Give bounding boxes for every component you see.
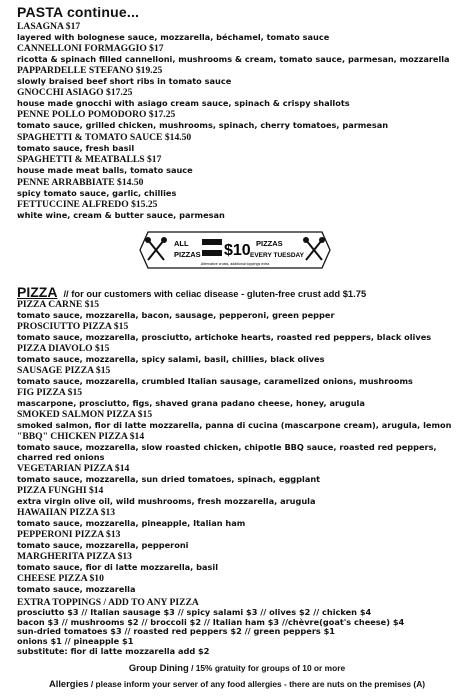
item-name: MARGHERITA PIZZA $13 — [17, 551, 132, 562]
promo-left-top: ALL — [174, 239, 189, 248]
item-name: PENNE POLLO POMODORO $17.25 — [17, 109, 176, 120]
item-name: SMOKED SALMON PIZZA $15 — [17, 409, 153, 420]
extra-toppings-title: EXTRA TOPPINGS / ADD TO ANY PIZZA — [17, 597, 199, 608]
item-name: SPAGHETTI & MEATBALLS $17 — [17, 154, 162, 165]
item-description: tomato sauce, fior di latte mozzarella, basil — [17, 562, 219, 572]
pizza-section-title: PIZZA — [17, 284, 58, 300]
item-description: tomato sauce, mozzarella, pepperoni — [17, 540, 189, 550]
promo-badge-graphic — [138, 230, 332, 270]
menu-item — [17, 574, 457, 594]
menu-item — [17, 410, 457, 430]
item-name: GNOCCHI ASIAGO $17.25 — [17, 87, 133, 98]
promo-price: $10 — [224, 242, 251, 259]
item-description: ricotta & spinach filled cannelloni, mushrooms & cream, tomato sauce, parmesan, mozzarella — [17, 54, 450, 64]
item-description: spicy tomato sauce, garlic, chillies — [17, 188, 177, 198]
menu-item — [17, 300, 457, 320]
menu-item — [17, 155, 457, 175]
promo-left-bottom: PIZZAS — [174, 250, 201, 259]
item-name: HAWAIIAN PIZZA $13 — [17, 507, 116, 518]
tuesday-pizza-promo-badge — [138, 230, 332, 270]
item-name: CANNELLONI FORMAGGIO $17 — [17, 43, 164, 54]
item-description: tomato sauce, grilled chicken, mushrooms, spinach, cherry tomatoes, parmesan — [17, 120, 389, 130]
promo-right-bottom: EVERY TUESDAY — [250, 252, 304, 259]
allergies-label: Allergies — [48, 678, 89, 689]
item-description: tomato sauce, mozzarella, pineapple, Italian ham — [17, 518, 246, 528]
group-dining-note — [17, 662, 457, 673]
extra-toppings-line: prosciutto $3 // Italian sausage $3 // spicy salami $3 // olives $2 // chicken $4 — [17, 606, 372, 617]
menu-item — [17, 508, 457, 528]
menu-item — [17, 133, 457, 153]
item-description: tomato sauce, mozzarella, slow roasted chicken, chipotle BBQ sauce, roasted red peppers, charred red onions — [17, 442, 437, 462]
menu-item — [17, 552, 457, 572]
item-name: PAPPARDELLE STEFANO $19.25 — [17, 65, 163, 76]
item-description: tomato sauce, mozzarella, spicy salami, basil, chillies, black olives — [17, 354, 325, 364]
menu-item — [17, 178, 457, 198]
group-dining-label: Group Dining — [128, 662, 189, 673]
item-name: PROSCIUTTO PIZZA $15 — [17, 321, 129, 332]
extra-toppings-line: onions $1 // pineapple $1 — [17, 636, 134, 647]
menu-item — [17, 366, 457, 386]
menu-item — [17, 110, 457, 130]
item-description: white wine, cream & butter sauce, parmesan — [17, 210, 225, 220]
item-description: tomato sauce, fresh basil — [17, 143, 135, 153]
menu-item — [17, 22, 457, 42]
menu-item — [17, 66, 457, 86]
item-name: SPAGHETTI & TOMATO SAUCE $14.50 — [17, 132, 192, 143]
menu-item — [17, 464, 457, 484]
item-description: mascarpone, prosciutto, figs, shaved grana padano cheese, honey, arugula — [17, 398, 365, 408]
item-name: VEGETARIAN PIZZA $14 — [17, 463, 130, 474]
extra-toppings-line: bacon $3 // mushrooms $2 // broccoli $2 // Italian ham $3 //chèvre(goat's cheese) $4 — [17, 616, 405, 627]
menu-item — [17, 344, 457, 364]
extra-toppings — [17, 598, 457, 657]
allergies-text: / please inform your server of any food allergies - there are nuts on the premises (A) — [90, 679, 426, 689]
promo-bar — [202, 250, 222, 256]
item-name: LASAGNA $17 — [17, 21, 81, 32]
item-description: tomato sauce, mozzarella, bacon, sausage, pepperoni, green pepper — [17, 310, 335, 320]
extra-toppings-line: sun-dried tomatoes $3 // roasted red peppers $2 // green peppers $1 — [17, 626, 335, 637]
promo-bar — [202, 239, 222, 245]
promo-right-top: PIZZAS — [256, 239, 283, 248]
item-name: FIG PIZZA $15 — [17, 387, 83, 398]
item-description: tomato sauce, mozzarella, prosciutto, artichoke hearts, roasted red peppers, black olives — [17, 332, 432, 342]
menu-item — [17, 486, 457, 506]
item-name: PENNE ARRABBIATE $14.50 — [17, 177, 144, 188]
item-description: slowly braised beef short ribs in tomato sauce — [17, 76, 232, 86]
item-name: "BBQ" CHICKEN PIZZA $14 — [17, 431, 145, 442]
menu-item — [17, 322, 457, 342]
item-description: layered with bolognese sauce, mozzarella, béchamel, tomato sauce — [17, 32, 330, 42]
item-name: PEPPERONI PIZZA $13 — [17, 529, 121, 540]
allergies-note — [17, 678, 457, 689]
item-name: CHEESE PIZZA $10 — [17, 573, 104, 584]
menu-item — [17, 44, 457, 64]
item-description: extra virgin olive oil, wild mushrooms, fresh mozzarella, arugula — [17, 496, 316, 506]
promo-note: Alternative crusts, additional toppings extra — [200, 262, 270, 266]
extra-toppings-line: substitute: fior di latte mozzarella add $2 — [17, 645, 210, 656]
menu-item — [17, 88, 457, 108]
item-name: PIZZA CARNE $15 — [17, 299, 100, 310]
item-description: house made meat balls, tomato sauce — [17, 165, 193, 175]
menu-item — [17, 388, 457, 408]
menu-item — [17, 432, 457, 462]
menu-item — [17, 200, 457, 220]
item-description: tomato sauce, mozzarella, sun dried tomatoes, spinach, eggplant — [17, 474, 321, 484]
item-name: SAUSAGE PIZZA $15 — [17, 365, 111, 376]
item-description: house made gnocchi with asiago cream sauce, spinach & crispy shallots — [17, 98, 350, 108]
pizza-section-subtitle: // for our customers with celiac disease - gluten-free crust add $1.75 — [63, 288, 367, 299]
item-description: tomato sauce, mozzarella, crumbled Italian sausage, caramelized onions, mushrooms — [17, 376, 413, 386]
item-name: PIZZA DIAVOLO $15 — [17, 343, 110, 354]
group-dining-text: / 15% gratuity for groups of 10 or more — [191, 663, 346, 673]
item-description: tomato sauce, mozzarella — [17, 584, 136, 594]
pasta-section-title: PASTA continue... — [17, 4, 140, 20]
menu-item — [17, 530, 457, 550]
item-name: FETTUCCINE ALFREDO $15.25 — [17, 199, 158, 210]
item-description: smoked salmon, fior di latte mozzarella, panna di cucina (mascarpone cream), arugula, lemon — [17, 420, 452, 430]
item-name: PIZZA FUNGHI $14 — [17, 485, 104, 496]
